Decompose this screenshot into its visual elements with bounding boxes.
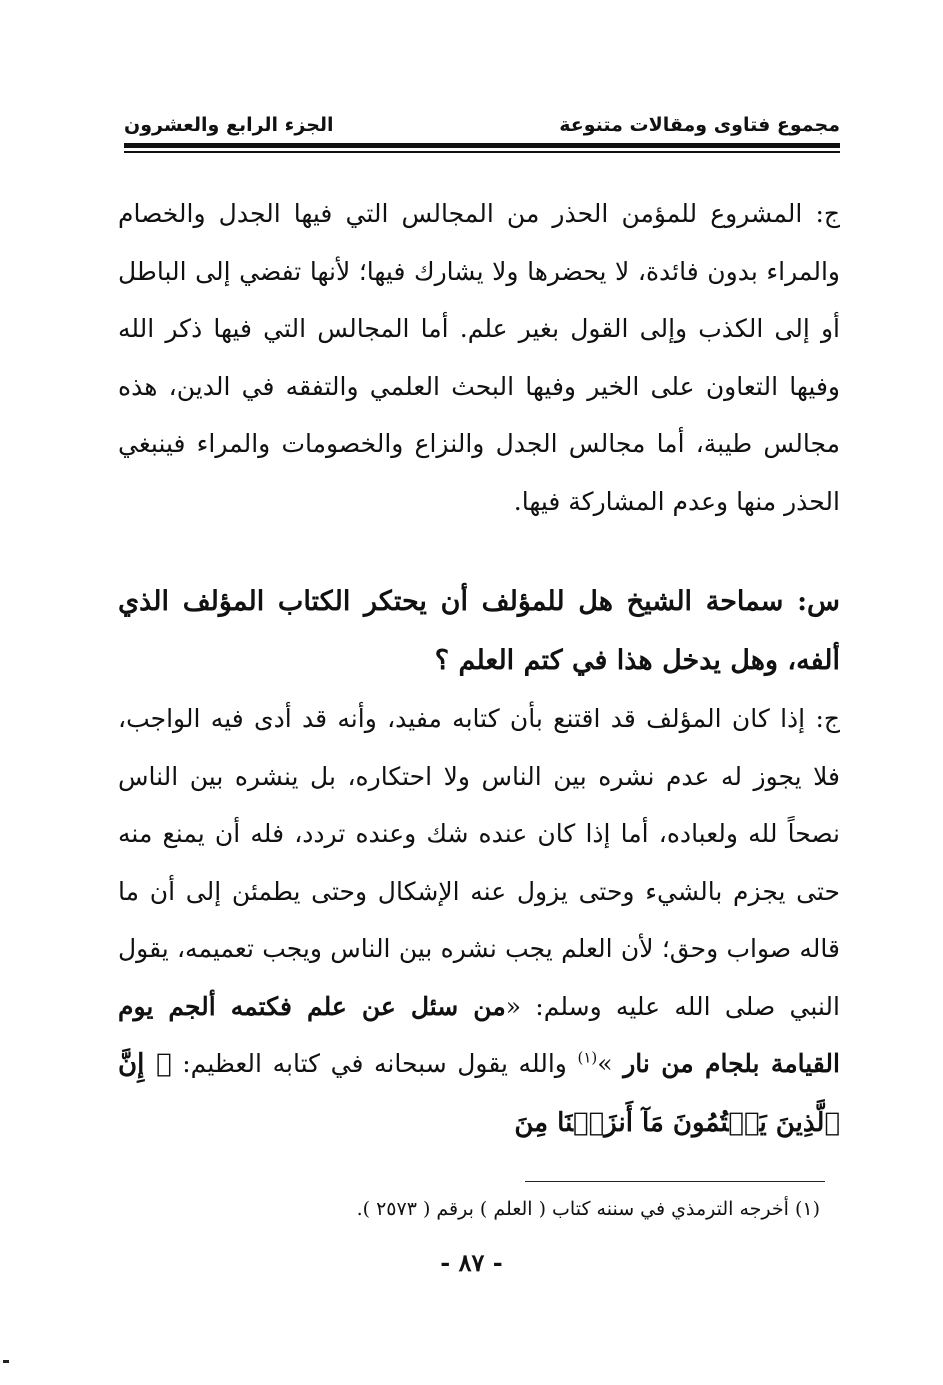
page-number bbox=[0, 1248, 943, 1277]
hadith-quote: من سئل عن علم فكتمه ألجم يوم القيامة بلجام من نار bbox=[118, 991, 840, 1078]
quran-verse: ﴿ إِنَّ ٱلَّذِينَ يَكۡتُمُونَ مَآ أَنزَلۡنَا مِنَ bbox=[118, 1049, 840, 1138]
footnote-text: (١) أخرجه الترمذي في سننه كتاب ( العلم ) برقم ( ٢٥٧٣ ). bbox=[356, 1198, 820, 1220]
answer-2-continuation: والله يقول سبحانه في كتابه العظيم: bbox=[171, 1049, 578, 1078]
footnote-reference[interactable]: (١) bbox=[577, 1048, 598, 1067]
page-number-text: - ٨٧ - bbox=[440, 1248, 503, 1277]
footnote-separator bbox=[525, 1181, 825, 1182]
scan-speck bbox=[3, 1360, 9, 1363]
header-rule-thin bbox=[124, 151, 840, 153]
answer-paragraph-2 bbox=[118, 690, 840, 1152]
question-paragraph: س: سماحة الشيخ هل للمؤلف أن يحتكر الكتاب المؤلف الذي ألفه، وهل يدخل هذا في كتم العلم ؟ bbox=[118, 586, 840, 676]
header-volume-title: الجزء الرابع والعشرون bbox=[124, 114, 334, 136]
answer-paragraph-1: ج: المشروع للمؤمن الحذر من المجالس التي فيها الجدل والخصام والمراء بدون فائدة، لا يحضرها ولا يشارك فيها؛ لأنها تفضي إلى الباطل أو إلى الكذب وإلى القول بغير علم. أما المجالس التي فيها ذكر الله وفيها التعاون على الخير وفيها البحث العلمي والتفقه في الدين، هذه مجالس طيبة، أما مجالس الجدل والنزاع والخصومات والمراء فينبغي الحذر منها وعدم المشاركة فيها. bbox=[118, 199, 840, 516]
hadith-close-mark: » bbox=[597, 1049, 613, 1078]
running-header bbox=[124, 106, 840, 136]
header-rule-thick bbox=[124, 143, 840, 148]
answer-2-text: ج: إذا كان المؤلف قد اقتنع بأن كتابه مفيد، وأنه قد أدى فيه الواجب، فلا يجوز له عدم نشره بين الناس ولا احتكاره، بل ينشره بين الناس نصحاً لله ولعباده، أما إذا كان عنده شك وعنده تردد، فله أن يمنع منه حتى يجزم بالشيء وحتى يزول عنه الإشكال وحتى يطمئن إلى أن ما قاله صواب وحق؛ لأن العلم يجب نشره بين الناس ويجب تعميمه، يقول النبي صلى الله عليه وسلم: « bbox=[118, 704, 840, 1021]
page-body bbox=[118, 185, 840, 1152]
header-book-title: مجموع فتاوى ومقالات متنوعة bbox=[559, 114, 840, 136]
